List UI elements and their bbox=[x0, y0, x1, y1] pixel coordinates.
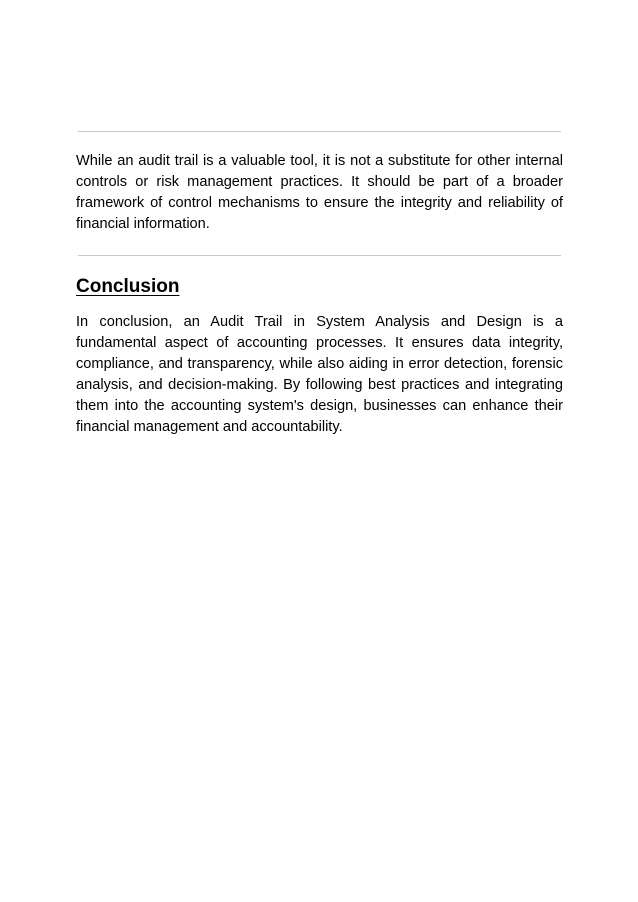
horizontal-divider bbox=[78, 255, 561, 256]
conclusion-paragraph: In conclusion, an Audit Trail in System Analysis and Design is a fundamental aspect of accounting processes. It ensures data integrity, compliance, and transparency, while also aiding in error detection, forensic analysis, and decision-making. By following best practices and integrating them into the accounting system's design, businesses can enhance their financial management and accountability. bbox=[76, 314, 563, 435]
conclusion-heading: Conclusion bbox=[76, 276, 180, 297]
horizontal-divider bbox=[78, 131, 561, 132]
internal-controls-paragraph: While an audit trail is a valuable tool, it is not a substitute for other internal controls or risk management practices. It should be part of a broader framework of control mechanisms to ensure the integrity and reliability of financial information. bbox=[76, 153, 563, 232]
